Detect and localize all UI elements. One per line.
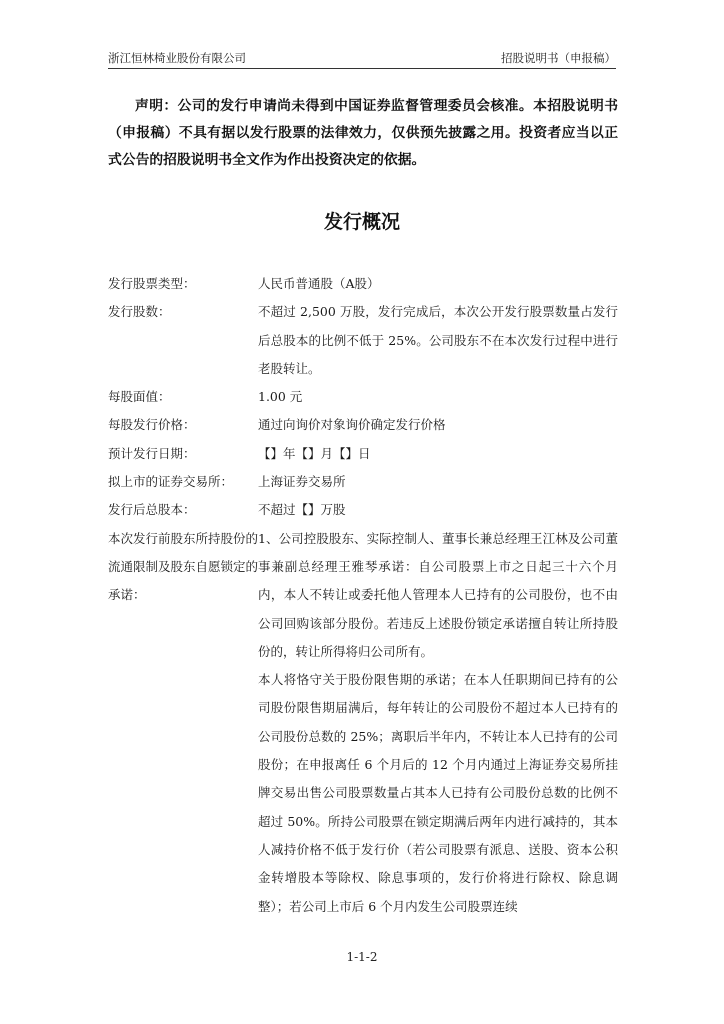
table-row	[108, 298, 618, 383]
row-value: 通过向询价对象询价确定发行价格	[258, 417, 446, 433]
lockup-commitment-paragraph-1: 1、公司控股股东、实际控制人、董事长兼总经理王江林及公司董事兼副总经理王雅琴承诺：自公司股票上市之日起三十六个月内，本人不转让或委托他人管理本人已持有的公司股份，也不由公司回购该部分股份。若违反上述股份锁定承诺擅自转让所持股份的，转让所得将归公司所有。	[258, 530, 618, 659]
row-value: 【】年【】月【】日	[258, 445, 371, 461]
header-company-name: 浙江恒林椅业股份有限公司	[108, 51, 246, 65]
row-label: 每股面值：	[108, 389, 171, 405]
row-value: 不超过 2,500 万股，发行完成后，本次公开发行股票数量占发行后总股本的比例不低于 25%。公司股东不在本次发行过程中进行老股转让。	[258, 304, 618, 376]
row-value	[258, 525, 618, 921]
table-row	[108, 270, 618, 298]
row-label: 预计发行日期：	[108, 445, 196, 461]
issuance-overview-table	[108, 270, 618, 921]
table-row	[108, 468, 618, 496]
row-label: 拟上市的证券交易所：	[108, 474, 234, 490]
table-row	[108, 525, 618, 921]
declaration-paragraph: 声明：公司的发行申请尚未得到中国证券监督管理委员会核准。本招股说明书（申报稿）不具有据以发行股票的法律效力，仅供预先披露之用。投资者应当以正式公告的招股说明书全文作为作出投资决定的依据。	[108, 98, 618, 168]
row-label: 发行股票类型：	[108, 276, 196, 291]
table-row	[108, 440, 618, 468]
row-value: 1.00 元	[258, 389, 303, 405]
header-rule	[108, 68, 616, 69]
row-value: 不超过【】万股	[258, 502, 346, 518]
row-label: 本次发行前股东所持股份的流通限制及股东自愿锁定的承诺：	[108, 530, 259, 603]
lockup-commitment-paragraph-2: 本人将恪守关于股份限售期的承诺；在本人任职期间已持有的公司股份限售期届满后，每年转让的公司股份不超过本人已持有的公司股份总数的 25%；离职后半年内，不转让本人已持有的公司股份；在申报离任 6 个月后的 12 个月内通过上海证券交易所挂牌交易出售公司股票数量占其本人已持有公司股份总数的比例不超过 50%。所持公司股票在锁定期满后两年内进行减持的，其本人减持价格不低于发行价（若公司股票有派息、送股、资本公积金转增股本等除权、除息事项的，发行价将进行除权、除息调整）；若公司上市后 6 个月内发生公司股票连续	[258, 672, 618, 914]
row-value: 人民币普通股（A股）	[258, 276, 380, 291]
page-number: 1-1-2	[346, 950, 378, 964]
table-row	[108, 411, 618, 439]
header-document-title: 招股说明书（申报稿）	[501, 51, 616, 65]
table-row	[108, 383, 618, 411]
row-value: 上海证券交易所	[258, 474, 346, 490]
row-label: 发行后总股本：	[108, 502, 196, 518]
table-row	[108, 496, 618, 524]
row-label: 发行股数：	[108, 304, 171, 320]
section-title: 发行概况	[323, 211, 400, 233]
row-label: 每股发行价格：	[108, 417, 196, 433]
